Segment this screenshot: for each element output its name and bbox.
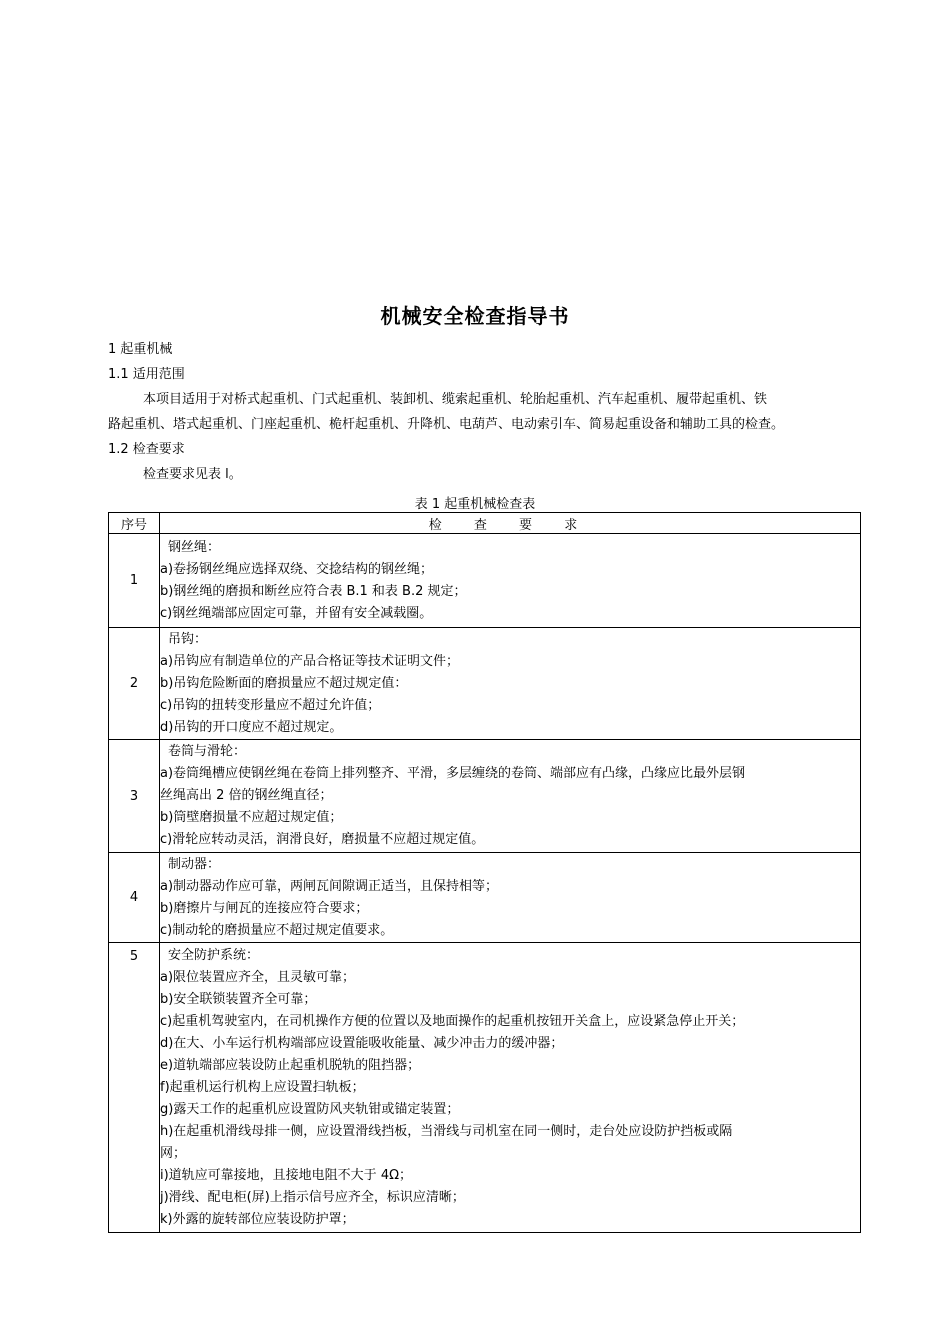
table-row: [109, 943, 861, 1233]
requirement-line: i)道轨应可靠接地，且接地电阻不大于 4Ω；: [160, 1167, 413, 1183]
item-heading: 安全防护系统：: [168, 947, 260, 963]
requirements-intro: 检查要求见表 l。: [143, 467, 242, 482]
section-1-heading: 1 起重机械: [108, 342, 173, 357]
header-number: 序号: [109, 513, 160, 534]
row-requirements: [160, 740, 861, 853]
row-number: 5: [109, 943, 160, 1233]
requirement-line: b)吊钩危险断面的磨损量应不超过规定值：: [160, 675, 408, 691]
row-number: 1: [109, 534, 160, 628]
requirement-line: c)钢丝绳端部应固定可靠，并留有安全减载圈。: [160, 605, 433, 621]
scope-text-line-2: 路起重机、塔式起重机、门座起重机、桅杆起重机、升降机、电葫芦、电动索引车、简易起重设备和辅助工具的检查。: [108, 417, 785, 432]
section-1-2-heading: 1.2 检查要求: [108, 442, 185, 457]
requirement-line: h)在起重机滑线母排一侧，应设置滑线挡板，当滑线与司机室在同一侧时，走台处应设防护挡板或隔: [160, 1123, 733, 1139]
requirement-line: a)制动器动作应可靠，两闸瓦间隙调正适当，且保持相等；: [160, 878, 499, 894]
item-heading: 钢丝绳：: [168, 539, 221, 555]
requirement-line: d)在大、小车运行机构端部应设置能吸收能量、减少冲击力的缓冲器；: [160, 1035, 564, 1051]
requirement-line: b)安全联锁装置齐全可靠；: [160, 991, 317, 1007]
table-header-row: [109, 513, 861, 534]
scope-text-line-1: 本项目适用于对桥式起重机、门式起重机、装卸机、缆索起重机、轮胎起重机、汽车起重机、履带起重机、铁: [143, 392, 768, 407]
requirement-line: b)钢丝绳的磨损和断丝应符合表 B.1 和表 B.2 规定；: [160, 583, 467, 599]
inspection-table: [108, 512, 861, 1233]
requirement-line: g)露天工作的起重机应设置防风夹轨钳或锚定装置；: [160, 1101, 460, 1117]
row-requirements: [160, 628, 861, 740]
row-requirements: [160, 853, 861, 943]
requirement-line: a)卷筒绳槽应使钢丝绳在卷筒上排列整齐、平滑，多层缠绕的卷筒、端部应有凸缘，凸缘应比最外层钢: [160, 766, 746, 781]
row-number: 2: [109, 628, 160, 740]
requirement-line: a)限位装置应齐全，且灵敏可靠；: [160, 969, 356, 985]
document-title: 机械安全检查指导书: [380, 304, 570, 328]
requirement-line: c)制动轮的磨损量应不超过规定值要求。: [160, 922, 394, 938]
requirement-line: e)道轨端部应装设防止起重机脱轨的阻挡器；: [160, 1057, 421, 1073]
row-requirements: [160, 534, 861, 628]
item-heading: 制动器：: [168, 856, 221, 872]
table-row: [109, 853, 861, 943]
requirement-line: a)吊钩应有制造单位的产品合格证等技术证明文件；: [160, 653, 460, 669]
row-number: 4: [109, 853, 160, 943]
table-row: [109, 740, 861, 853]
requirement-line: a)卷扬钢丝绳应选择双绕、交捻结构的钢丝绳；: [160, 561, 434, 577]
requirement-line: c)滑轮应转动灵活，润滑良好，磨损量不应超过规定值。: [160, 832, 485, 847]
requirement-line: b)磨擦片与闸瓦的连接应符合要求；: [160, 900, 369, 916]
row-number: 3: [109, 740, 160, 853]
requirement-line: d)吊钩的开口度应不超过规定。: [160, 719, 343, 735]
section-1-1-heading: 1.1 适用范围: [108, 367, 185, 382]
requirement-line: f)起重机运行机构上应设置扫轨板；: [160, 1079, 365, 1095]
requirement-line: c)起重机驾驶室内，在司机操作方便的位置以及地面操作的起重机按钮开关盒上，应设紧急停止开关；: [160, 1013, 745, 1029]
item-heading: 吊钩：: [168, 631, 208, 647]
requirement-line: j)滑线、配电柜(屏)上指示信号应齐全，标识应清晰；: [160, 1189, 465, 1205]
requirement-line: b)筒壁磨损量不应超过规定值；: [160, 810, 343, 825]
item-heading: 卷筒与滑轮：: [168, 744, 247, 759]
requirement-line: c)吊钩的扭转变形量应不超过允许值；: [160, 697, 381, 713]
requirement-line: 丝绳高出 2 倍的钢丝绳直径；: [160, 788, 333, 803]
row-requirements: [160, 943, 861, 1233]
header-requirements: 检 查 要 求: [160, 513, 861, 534]
table-row: [109, 628, 861, 740]
table-row: [109, 534, 861, 628]
table-body: [109, 534, 861, 1233]
requirement-line: 网；: [160, 1145, 187, 1161]
table-caption: 表 1 起重机械检查表: [414, 497, 536, 512]
requirement-line: k)外露的旋转部位应装设防护罩；: [160, 1211, 355, 1227]
